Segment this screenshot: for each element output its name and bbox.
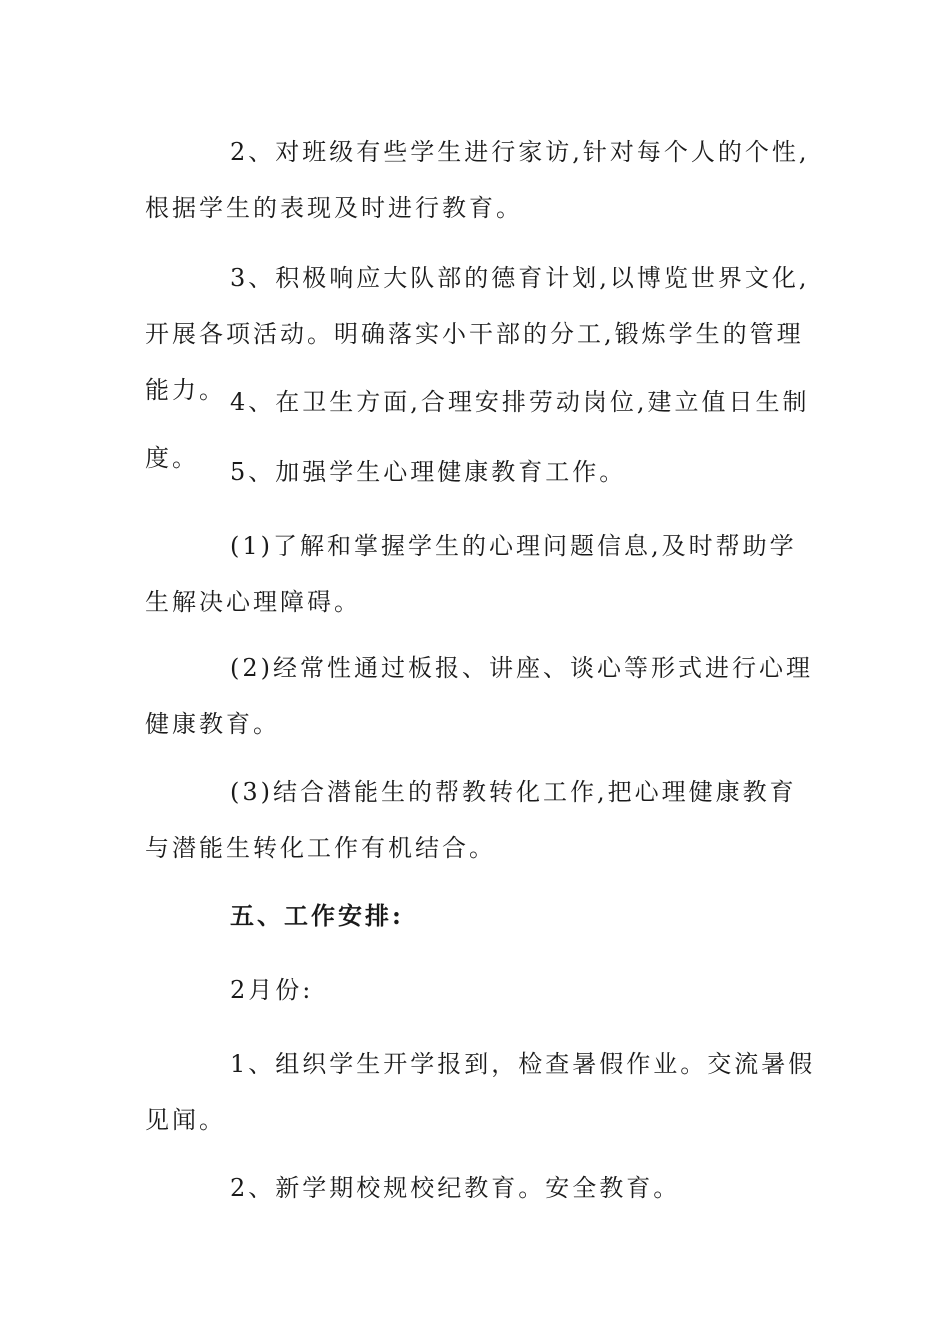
paragraph-moral-plan: 3、积极响应大队部的德育计划,以博览世界文化,开展各项活动。明确落实小干部的分工,锻炼学生的管理能力。 [145,264,810,404]
paragraph-home-visits: 2、对班级有些学生进行家访,针对每个人的个性,根据学生的表现及时进行教育。 [145,138,810,222]
paragraph-school-rules: 2、新学期校规校纪教育。安全教育。 [230,1174,681,1202]
paragraph-mental-health: 5、加强学生心理健康教育工作。 [230,458,627,486]
paragraph-hygiene: 4、在卫生方面,合理安排劳动岗位,建立值日生制度。 [145,388,810,472]
paragraph-item-2: (2)经常性通过板报、讲座、谈心等形式进行心理健康教育。 [145,654,813,738]
paragraph-february: 2月份: [230,976,314,1004]
paragraph-registration: 1、组织学生开学报到，检查暑假作业。交流暑假见闻。 [145,1050,816,1134]
paragraph-item-3: (3)结合潜能生的帮教转化工作,把心理健康教育与潜能生转化工作有机结合。 [145,778,797,862]
paragraph-item-1: (1)了解和掌握学生的心理问题信息,及时帮助学生解决心理障碍。 [145,532,797,616]
section-heading-work-schedule: 五、工作安排: [230,901,404,930]
